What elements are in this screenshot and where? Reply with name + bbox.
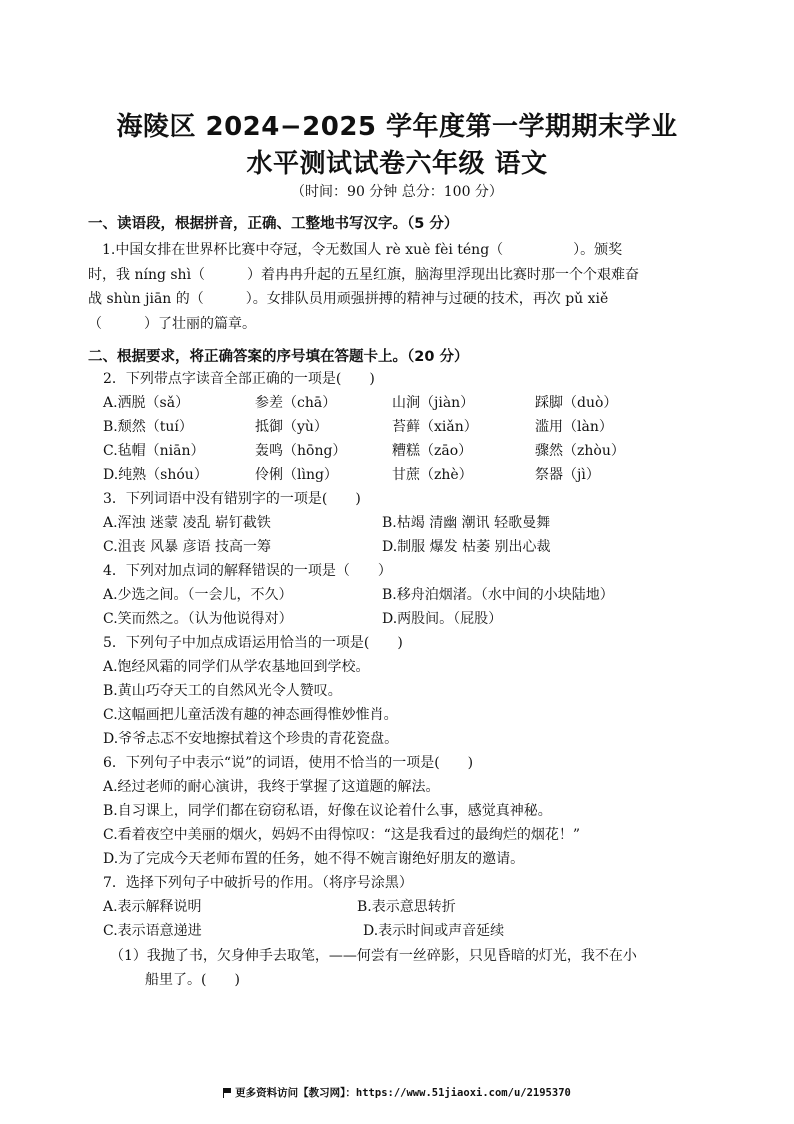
q5-option: C.这幅画把儿童活泼有趣的神态画得惟妙惟肖。 [103, 707, 398, 723]
q2-option: 苔藓（xiǎn） [392, 419, 478, 435]
q4-option: D.两股间。（屁股） [382, 611, 503, 627]
q7-stem: 7．选择下列句子中破折号的作用。（将序号涂黑） [103, 875, 413, 891]
q4-option: A.少选之间。（一会儿，不久） [103, 587, 293, 603]
q2-option: 参差（chā） [255, 395, 337, 411]
q2-option: B.颓然（tuí） [103, 419, 193, 435]
q7-option: B.表示意思转折 [357, 899, 456, 915]
section1-line: 1.中国女排在世界杯比赛中夺冠，令无数国人 rè xuè fèi téng（ ）。颁奖 [88, 242, 623, 258]
q3-option: D.制服 爆发 枯萎 别出心裁 [382, 539, 551, 555]
q6-stem: 6．下列句子中表示“说”的词语，使用不恰当的一项是( ) [103, 755, 474, 771]
q7-option: C.表示语意递进 [103, 923, 202, 939]
q4-stem: 4．下列对加点词的解释错误的一项是（ ） [103, 563, 392, 579]
q2-option: D.纯熟（shóu） [103, 467, 208, 483]
section1-paragraph [88, 238, 708, 336]
footer-link[interactable] [0, 1085, 794, 1100]
q7-option: D.表示时间或声音延续 [363, 923, 505, 939]
q2-option: C.毡帽（niān） [103, 443, 205, 459]
q2-option: 山涧（jiàn） [392, 395, 475, 411]
q2-option: 轰鸣（hōng） [255, 443, 347, 459]
q2-option: 滥用（làn） [535, 419, 613, 435]
q3-option: C.沮丧 风暴 彦语 技高一筹 [103, 539, 272, 555]
section1-line: （ ）了壮丽的篇章。 [88, 315, 256, 332]
q6-option: A.经过老师的耐心演讲，我终于掌握了这道题的解法。 [103, 779, 440, 795]
q5-option: B.黄山巧夺天工的自然风光令人赞叹。 [103, 683, 342, 699]
section1-heading: 一、读语段，根据拼音，正确、工整地书写汉字。（5 分） [88, 216, 459, 232]
q4-option: B.移舟泊烟渚。（水中间的小块陆地） [382, 587, 614, 603]
q5-option: A.饱经风霜的同学们从学农基地回到学校。 [103, 659, 370, 675]
footer-text: 更多资料访问【教习网】：https://www.51jiaoxi.com/u/2195370 [235, 1087, 571, 1099]
q6-option: B.自习课上，同学们都在窃窃私语，好像在议论着什么事，感觉真神秘。 [103, 803, 552, 819]
q3-option: B.枯竭 清幽 潮讯 轻歌曼舞 [382, 515, 551, 531]
q7-sub1-line1: （1）我抛了书，欠身伸手去取笔，——何尝有一丝碎影，只见昏暗的灯光，我不在小 [110, 948, 637, 964]
q5-option: D.爷爷忐忑不安地擦拭着这个珍贵的青花瓷盘。 [103, 731, 399, 747]
section1-line: 时，我 níng shì（ ）着冉冉升起的五星红旗，脑海里浮现出比赛时那一个个艰难奋 [88, 266, 640, 283]
q7-option: A.表示解释说明 [103, 899, 202, 915]
q2-stem: 2．下列带点字读音全部正确的一项是( ) [103, 371, 375, 387]
q2-option: 抵御（yù） [255, 419, 328, 435]
q2-option: 伶俐（lìng） [255, 467, 338, 483]
flag-icon [223, 1088, 231, 1097]
q6-option: D.为了完成今天老师布置的任务，她不得不婉言谢绝好朋友的邀请。 [103, 851, 525, 867]
q2-option: 甘蔗（zhè） [392, 467, 473, 483]
q4-option: C.笑而然之。（认为他说得对） [103, 611, 293, 627]
q3-stem: 3．下列词语中没有错别字的一项是( ) [103, 491, 361, 507]
q2-option: A.洒脱（sǎ） [103, 395, 190, 411]
exam-time-score: （时间：90 分钟 总分：100 分） [291, 184, 503, 200]
q3-option: A.浑浊 迷蒙 凌乱 崭钉截铁 [103, 515, 271, 531]
exam-title-line2: 水平测试试卷六年级 语文 [246, 149, 548, 179]
q2-option: 踩脚（duò） [535, 395, 618, 411]
q5-stem: 5．下列句子中加点成语运用恰当的一项是( ) [103, 635, 403, 651]
q2-option: 糟糕（zāo） [392, 443, 473, 459]
section2-heading: 二、根据要求，将正确答案的序号填在答题卡上。（20 分） [88, 349, 469, 365]
q2-option: 祭器（jì） [535, 467, 600, 483]
q2-option: 骤然（zhòu） [535, 443, 625, 459]
q7-sub1-line2: 船里了。( ) [145, 972, 240, 988]
section1-line: 战 shùn jiān 的（ ）。女排队员用顽强拼搏的精神与过硬的技术，再次 pǔ xiě [88, 291, 609, 307]
q6-option: C.看着夜空中美丽的烟火，妈妈不由得惊叹：“这是我看过的最绚烂的烟花！” [103, 827, 580, 843]
exam-title-line1: 海陵区 2024−2025 学年度第一学期期末学业 [116, 112, 678, 142]
